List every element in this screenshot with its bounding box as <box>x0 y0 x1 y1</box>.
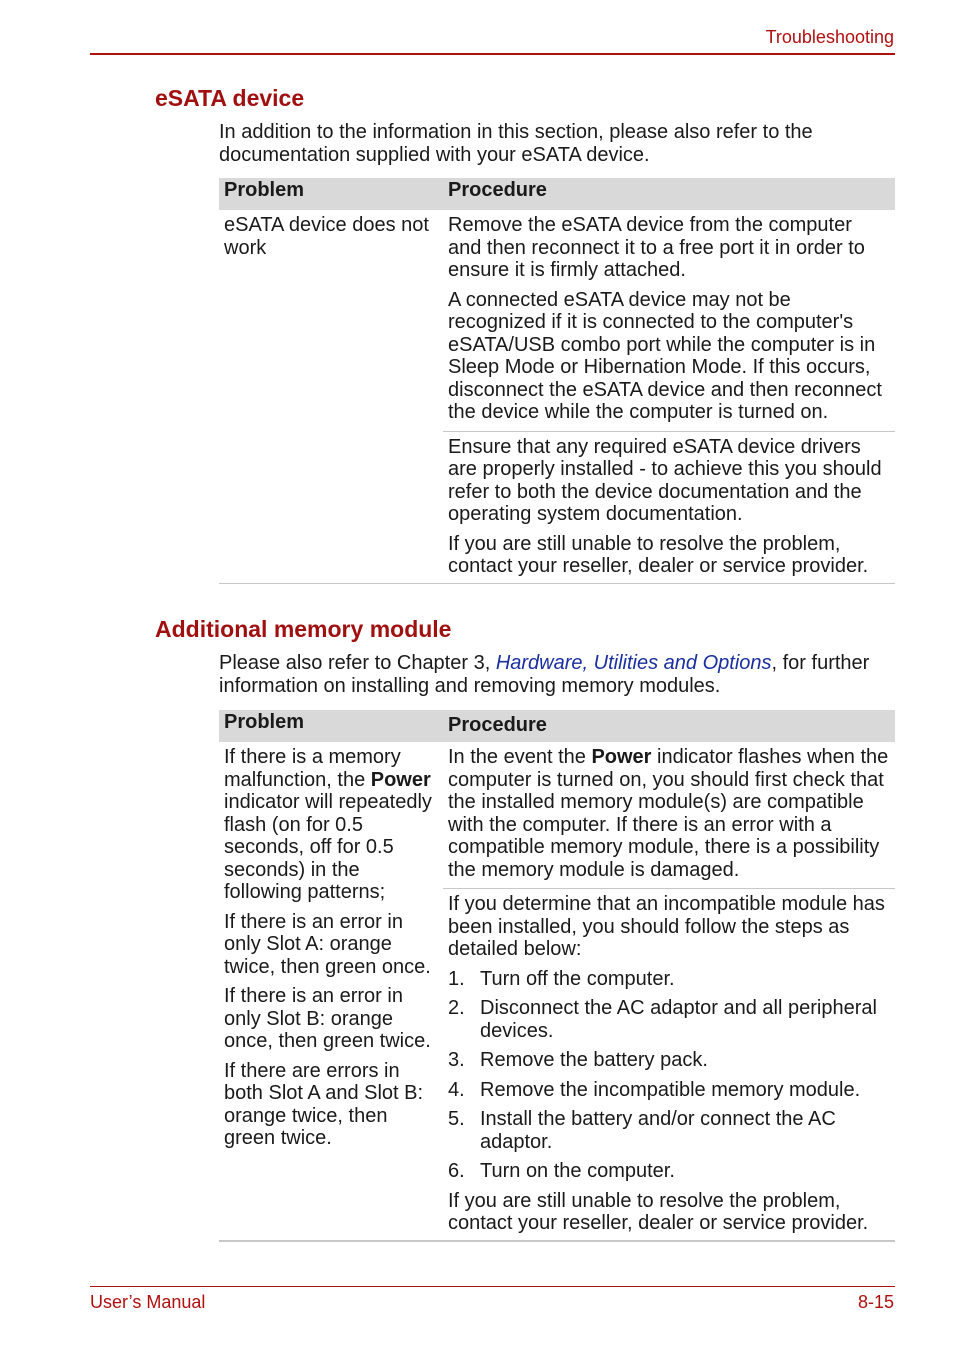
chapter-link[interactable]: Hardware, Utilities and Options <box>495 652 772 674</box>
step-text: Remove the incompatible memory module. <box>480 1078 861 1101</box>
table-header-row <box>219 710 895 742</box>
power-label: Power <box>370 768 431 791</box>
list-item <box>448 1079 890 1102</box>
step-text: Turn off the computer. <box>480 967 675 990</box>
problem-text: If there is an error in only Slot B: orange once, then green twice. <box>224 985 431 1052</box>
memory-table <box>219 710 895 1242</box>
step-text: Remove the battery pack. <box>480 1049 708 1071</box>
column-header-problem: Problem <box>219 178 443 210</box>
esata-intro: In addition to the information in this section, please also refer to the documentation supplied with your eSATA device. <box>219 121 813 166</box>
step-number: 4. <box>448 1078 465 1101</box>
procedure-cell <box>443 889 895 1241</box>
problem-text-part: indicator will repeatedly flash (on for 0.5 seconds, off for 0.5 seconds) in the following patterns; <box>224 791 432 903</box>
table-row <box>219 742 895 889</box>
problem-cell <box>219 742 443 1241</box>
problem-text: If there is an error in only Slot A: orange twice, then green once. <box>224 910 431 978</box>
list-item <box>448 1160 890 1183</box>
procedure-text-part: indicator flashes when the computer is turned on, you should first check that the installed memory module(s) are compatible with the computer. If there is an error with a compatible memory module, there is a possibility the memory module is damaged. <box>448 746 889 881</box>
problem-text: eSATA device does not work <box>224 214 429 259</box>
problem-text <box>224 746 438 904</box>
procedure-cell <box>443 431 895 583</box>
procedure-text-part: In the event the <box>448 746 592 768</box>
steps-list <box>448 968 890 1183</box>
problem-text-part: If there is a memory malfunction, the <box>224 746 401 791</box>
step-number: 3. <box>448 1049 465 1071</box>
procedure-text: If you determine that an incompatible module has been installed, you should follow the steps as detailed below: <box>448 893 885 960</box>
column-header-procedure: Procedure <box>443 178 895 210</box>
memory-intro-text: Please also refer to Chapter 3, <box>219 652 496 674</box>
section-label: Troubleshooting <box>765 27 894 47</box>
step-number: 5. <box>448 1108 465 1130</box>
memory-intro-text: , for further information on installing and removing memory modules. <box>219 652 870 697</box>
column-header-problem: Problem <box>219 710 443 742</box>
list-item <box>448 997 890 1042</box>
procedure-cell <box>443 742 895 889</box>
step-text: Disconnect the AC adaptor and all peripheral devices. <box>480 997 877 1042</box>
list-item <box>448 968 890 991</box>
step-text: Turn on the computer. <box>480 1160 675 1182</box>
column-header-procedure: Procedure <box>443 710 895 742</box>
procedure-text: A connected eSATA device may not be recognized if it is connected to the computer's eSATA/USB combo port while the computer is in Sleep Mode or Hibernation Mode. If this occurs, disconnect the eSATA device and then reconnect the device while the computer is turned on. <box>448 288 882 423</box>
esata-heading: eSATA device <box>155 85 305 111</box>
header-rule <box>90 53 895 55</box>
step-number: 6. <box>448 1160 465 1182</box>
page-number: 8-15 <box>857 1292 894 1312</box>
procedure-text: If you are still unable to resolve the problem, contact your reseller, dealer or service provider. <box>448 1189 869 1234</box>
procedure-text: Ensure that any required eSATA device drivers are properly installed - to achieve this you should refer to both the device documentation and the operating system documentation. <box>448 435 882 525</box>
problem-text: If there are errors in both Slot A and Slot B: orange twice, then green twice. <box>224 1059 424 1149</box>
list-item <box>448 1108 890 1153</box>
manual-label: User’s Manual <box>90 1292 206 1312</box>
procedure-cell <box>443 210 895 431</box>
memory-intro <box>219 652 895 698</box>
table-header-row <box>219 178 895 210</box>
list-item <box>448 1049 890 1072</box>
power-label: Power <box>591 746 652 768</box>
procedure-text <box>448 746 890 881</box>
table-row <box>219 210 895 431</box>
step-text: Install the battery and/or connect the AC adaptor. <box>480 1108 836 1153</box>
footer-rule <box>90 1286 895 1287</box>
step-number: 2. <box>448 997 465 1019</box>
step-number: 1. <box>448 967 465 990</box>
procedure-text: If you are still unable to resolve the problem, contact your reseller, dealer or service provider. <box>448 532 869 577</box>
esata-table <box>219 178 895 584</box>
problem-cell <box>219 210 443 583</box>
procedure-text: Remove the eSATA device from the computer and then reconnect it to a free port it in order to ensure it is firmly attached. <box>448 214 865 281</box>
memory-heading: Additional memory module <box>155 616 452 642</box>
